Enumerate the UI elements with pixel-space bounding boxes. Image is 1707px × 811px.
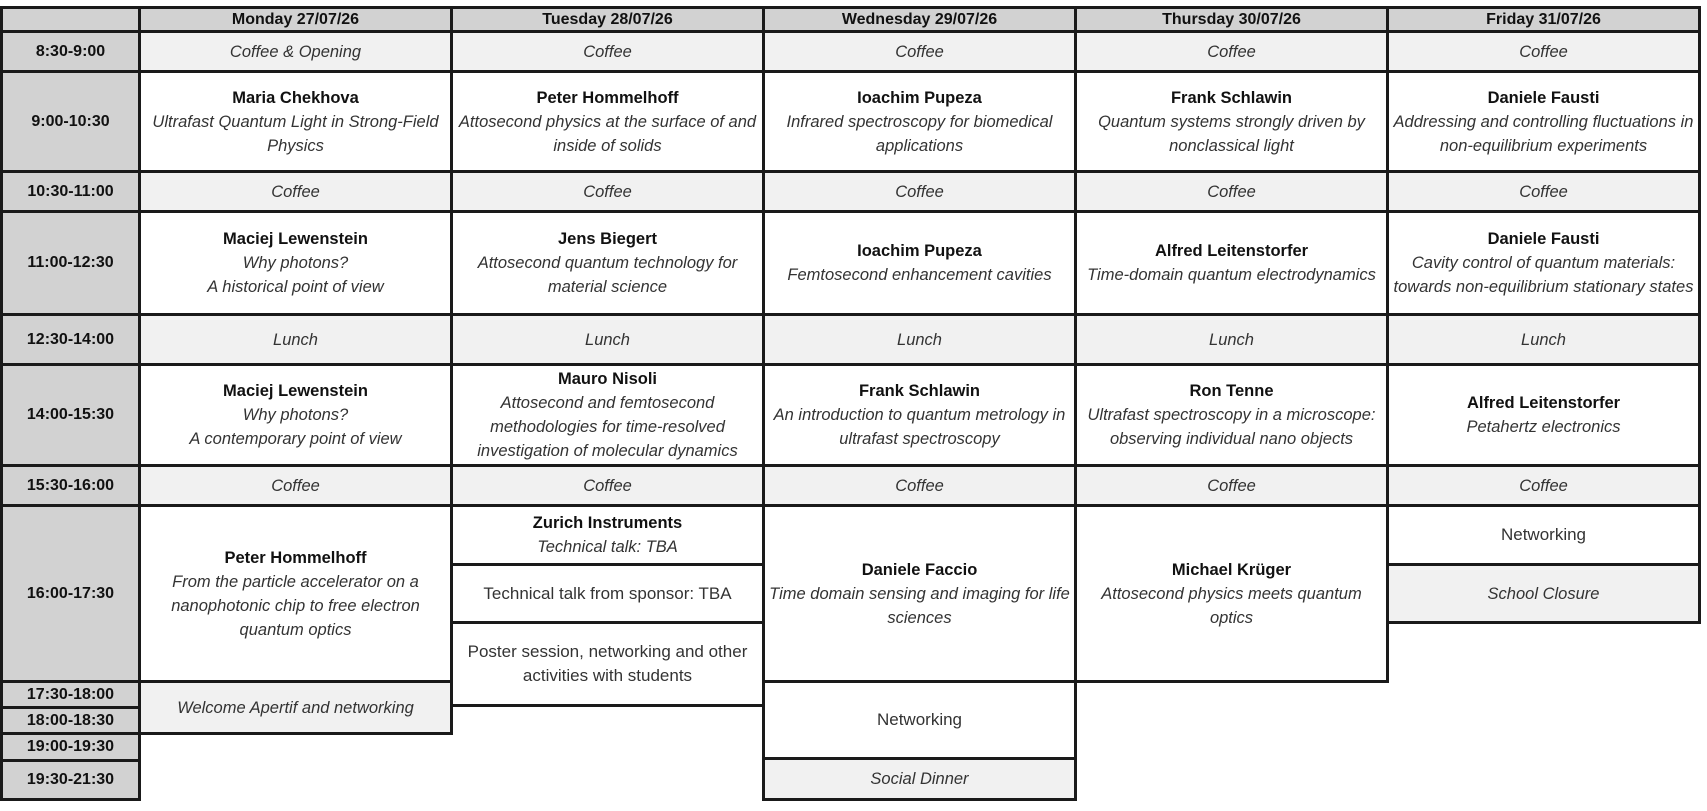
session-title: Technical talk from sponsor: TBA: [483, 583, 732, 603]
day-header: Wednesday 29/07/26: [762, 6, 1077, 33]
session-cell: [762, 313, 1077, 366]
session-title: Lunch: [897, 330, 942, 349]
session-cell: [762, 680, 1077, 760]
speaker-name: Jens Biegert: [557, 230, 658, 248]
time-slot-label: 19:30-21:30: [0, 759, 141, 801]
speaker-name: Ioachim Pupeza: [857, 242, 982, 260]
session-cell: [450, 464, 765, 507]
speaker-name: Peter Hommelhoff: [224, 548, 367, 567]
corner-cell: [0, 6, 141, 33]
session-cell: [762, 363, 1077, 467]
session-title: School Closure: [1487, 584, 1600, 603]
session-title: Welcome Apertif and networking: [177, 698, 414, 717]
session-cell: [1386, 504, 1701, 566]
session-cell: [1386, 313, 1701, 366]
session-title: From the particle accelerator on a nanophotonic chip to free electron quantum optics: [171, 572, 420, 639]
session-title: Petahertz electronics: [1466, 418, 1621, 436]
time-slot-label: 12:30-14:00: [0, 313, 141, 366]
session-title: Coffee: [271, 476, 320, 495]
time-slot-label: 8:30-9:00: [0, 30, 141, 73]
session-title: Coffee: [1519, 476, 1568, 495]
session-title: Attosecond physics at the surface of and inside of solids: [458, 112, 757, 155]
session-title: A contemporary point of view: [189, 430, 402, 448]
session-title: Coffee: [1519, 182, 1568, 201]
session-cell: [762, 757, 1077, 801]
session-title: Lunch: [1521, 330, 1566, 349]
speaker-name: Maciej Lewenstein: [223, 382, 368, 400]
speaker-name: Daniele Fausti: [1487, 88, 1600, 107]
session-title: Coffee: [583, 42, 632, 61]
time-slot-label: 16:00-17:30: [0, 504, 141, 683]
time-slot-label: 17:30-18:00: [0, 680, 141, 709]
speaker-name: Zurich Instruments: [532, 514, 683, 532]
session-cell: [1386, 70, 1701, 173]
session-cell: [762, 170, 1077, 213]
session-cell: [1386, 30, 1701, 73]
session-cell: [1386, 363, 1701, 467]
speaker-name: Daniele Fausti: [1487, 230, 1600, 248]
session-title: Ultrafast spectroscopy in a microscope: observing individual nano objects: [1087, 406, 1376, 448]
speaker-name: Alfred Leitenstorfer: [1466, 394, 1621, 412]
day-header: Friday 31/07/26: [1386, 6, 1701, 33]
session-cell: [762, 504, 1077, 683]
session-title: Attosecond and femtosecond methodologies for time-resolved investigation of molecular dynamics: [477, 394, 738, 460]
session-cell: [762, 30, 1077, 73]
speaker-name: Peter Hommelhoff: [536, 88, 679, 107]
session-title: Coffee: [895, 42, 944, 61]
session-title: Coffee: [895, 476, 944, 495]
session-title: Quantum systems strongly driven by nonclassical light: [1098, 112, 1365, 155]
time-slot-label: 19:00-19:30: [0, 732, 141, 762]
session-cell: [450, 210, 765, 316]
speaker-name: Maciej Lewenstein: [223, 230, 368, 248]
speaker-name: Maria Chekhova: [232, 88, 359, 107]
session-cell: [450, 70, 765, 173]
session-cell: [138, 680, 453, 735]
speaker-name: Ron Tenne: [1189, 382, 1274, 400]
day-header: Thursday 30/07/26: [1074, 6, 1389, 33]
session-title: Coffee: [1519, 42, 1568, 61]
session-cell: [138, 313, 453, 366]
session-cell: [1074, 363, 1389, 467]
session-cell: [1074, 70, 1389, 173]
session-title: Coffee: [583, 182, 632, 201]
time-slot-label: 14:00-15:30: [0, 363, 141, 467]
session-title: Why photons?: [242, 406, 349, 424]
session-title: Time domain sensing and imaging for life sciences: [769, 584, 1070, 627]
session-cell: [1386, 464, 1701, 507]
session-title: Ultrafast Quantum Light in Strong-Field Physics: [152, 112, 439, 155]
session-cell: [450, 621, 765, 707]
session-title: Poster session, networking and other activities with students: [467, 642, 748, 685]
session-cell: [138, 70, 453, 173]
session-cell: [138, 464, 453, 507]
time-slot-label: 10:30-11:00: [0, 170, 141, 213]
session-cell: [762, 210, 1077, 316]
speaker-name: Daniele Faccio: [861, 560, 978, 579]
session-cell: [450, 504, 765, 566]
session-title: Networking: [1500, 525, 1587, 544]
session-title: Lunch: [273, 330, 318, 349]
session-title: Coffee & Opening: [229, 42, 362, 61]
session-cell: [1074, 504, 1389, 683]
session-cell: [762, 70, 1077, 173]
session-title: Time-domain quantum electrodynamics: [1087, 266, 1376, 284]
session-title: Social Dinner: [870, 770, 969, 788]
speaker-name: Alfred Leitenstorfer: [1154, 242, 1309, 260]
session-title: Coffee: [1207, 182, 1256, 201]
session-cell: [450, 313, 765, 366]
session-cell: [1386, 210, 1701, 316]
speaker-name: Mauro Nisoli: [557, 370, 657, 388]
session-cell: [762, 464, 1077, 507]
session-title: Coffee: [583, 476, 632, 495]
session-title: Attosecond physics meets quantum optics: [1101, 584, 1362, 627]
session-title: Technical talk: TBA: [537, 538, 678, 556]
session-cell: [1386, 170, 1701, 213]
speaker-name: Michael Krüger: [1171, 560, 1292, 579]
time-slot-label: 18:00-18:30: [0, 706, 141, 735]
session-title: Networking: [876, 710, 963, 729]
session-cell: [1074, 30, 1389, 73]
session-cell: [1386, 563, 1701, 624]
session-cell: [138, 504, 453, 683]
session-cell: [450, 363, 765, 467]
session-cell: [1074, 170, 1389, 213]
speaker-name: Frank Schlawin: [1170, 88, 1293, 107]
speaker-name: Frank Schlawin: [858, 382, 981, 400]
session-title: Coffee: [271, 182, 320, 201]
session-title: Coffee: [1207, 42, 1256, 61]
session-title: Addressing and controlling fluctuations in non-equilibrium experiments: [1393, 112, 1694, 155]
session-cell: [138, 363, 453, 467]
session-title: Lunch: [1209, 330, 1254, 349]
time-slot-label: 9:00-10:30: [0, 70, 141, 173]
session-title: Why photons?: [242, 254, 349, 272]
session-title: Lunch: [585, 330, 630, 349]
day-header: Monday 27/07/26: [138, 6, 453, 33]
speaker-name: Ioachim Pupeza: [857, 88, 982, 107]
day-header: Tuesday 28/07/26: [450, 6, 765, 33]
session-cell: [138, 170, 453, 213]
session-cell: [450, 170, 765, 213]
session-title: An introduction to quantum metrology in ultrafast spectroscopy: [773, 406, 1066, 448]
time-slot-label: 11:00-12:30: [0, 210, 141, 316]
session-cell: [1074, 210, 1389, 316]
session-cell: [1074, 464, 1389, 507]
session-cell: [138, 210, 453, 316]
time-slot-label: 15:30-16:00: [0, 464, 141, 507]
session-title: Coffee: [1207, 476, 1256, 495]
session-title: Femtosecond enhancement cavities: [787, 266, 1052, 284]
session-cell: [450, 30, 765, 73]
session-title: Coffee: [895, 182, 944, 201]
session-cell: [450, 563, 765, 624]
session-title: Attosecond quantum technology for material science: [477, 254, 738, 296]
session-cell: [138, 30, 453, 73]
session-cell: [1074, 313, 1389, 366]
session-title: A historical point of view: [207, 278, 384, 296]
session-title: Cavity control of quantum materials: towards non-equilibrium stationary states: [1393, 254, 1694, 296]
session-title: Infrared spectroscopy for biomedical applications: [786, 112, 1053, 155]
